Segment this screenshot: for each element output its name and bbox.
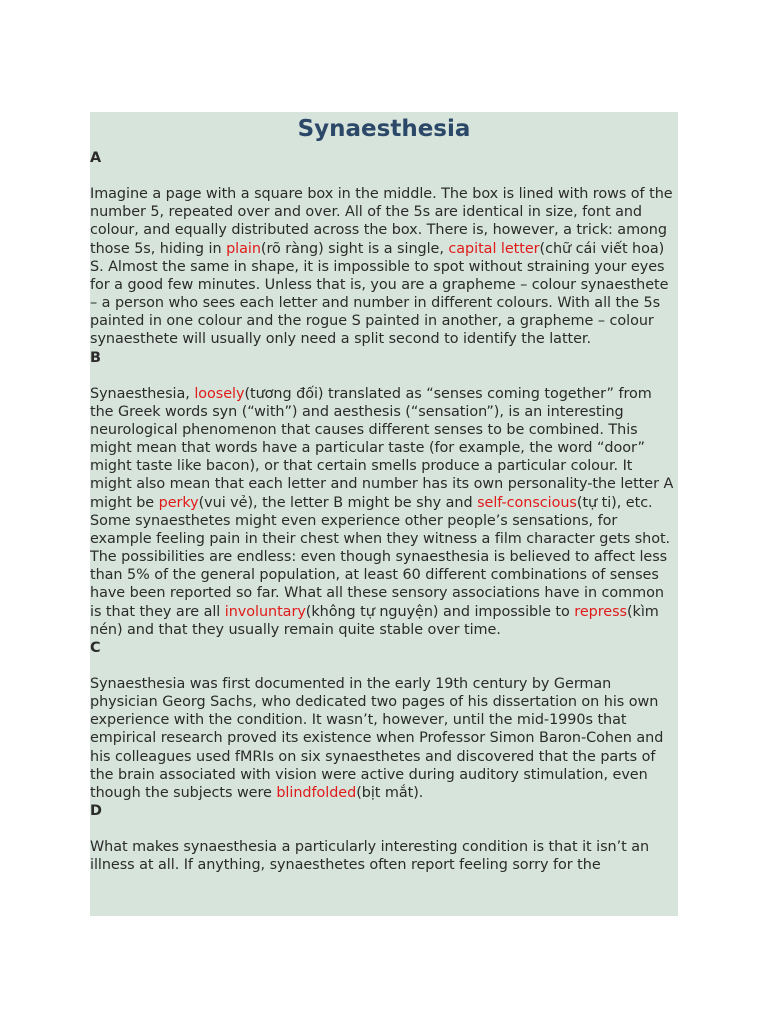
section-heading: C (90, 639, 101, 656)
paragraph-text: (tương đối) translated as “senses coming together” from the Greek words syn (“with”) and aesthesis (“sensation”), is an interesting neurological phenomenon that causes different senses to be combined. This might mean that words have a particular taste (for example, the word “door” might taste like bacon), or that certain smells produce a particular colour. It might also mean that each letter and number has its own personality-the letter A might be (90, 385, 674, 511)
paragraph-text: Synaesthesia, (90, 385, 195, 402)
vocabulary-term: self-conscious (477, 494, 577, 511)
paragraph-text: (chữ cái viết hoa) S. Almost the same in shape, it is impossible to spot without straining your eyes for a good few minutes. Unless that is, you are a grapheme – colour synaesthete – a person who sees each letter and number in different colours. With all the 5s painted in one colour and the rogue S painted in another, a grapheme – colour synaesthete will usually only need a split second to identify the latter. (90, 240, 669, 348)
paragraph-spacer (90, 167, 678, 185)
vocabulary-term: perky (158, 494, 199, 511)
document-body (90, 149, 678, 875)
paragraph-text: Synaesthesia was first documented in the early 19th century by German physician Georg Sachs, who dedicated two pages of his dissertation on his own experience with the condition. It wasn’t, however, until the mid-1990s that empirical research proved its existence when Professor Simon Baron-Cohen and his colleagues used fMRIs on six synaesthetes and discovered that the parts of the brain associated with vision were active during auditory stimulation, even though the subjects were (90, 676, 664, 801)
document-page (90, 112, 678, 916)
paragraph-text: (rõ ràng) sight is a single, (260, 240, 449, 257)
document-title: Synaesthesia (297, 116, 471, 142)
paragraph-text: (vui vẻ), the letter B might be shy and (198, 494, 478, 511)
paragraph-text: (bịt mắt). (356, 784, 424, 801)
paragraph-spacer (90, 657, 678, 675)
section-heading: D (90, 803, 102, 820)
paragraph-text: (tự ti), etc. Some synaesthetes might even experience other people’s sensations, for example feeling pain in their chest when they witness a film character gets shot. The possibilities are endless: even though synaesthesia is believed to affect less than 5% of the general population, at least 60 different combinations of senses have been reported so far. What all these sensory associations have in common is that they are all (90, 494, 671, 620)
vocabulary-term: repress (574, 603, 627, 620)
paragraph-text: (kìm nén) and that they usually remain quite stable over time. (90, 603, 659, 638)
section-heading: B (90, 349, 101, 366)
vocabulary-term: capital letter (448, 240, 540, 257)
vocabulary-term: blindfolded (276, 784, 357, 801)
section-heading: A (90, 150, 102, 166)
vocabulary-term: plain (226, 240, 261, 257)
paragraph-text: (không tự nguyện) and impossible to (305, 603, 575, 620)
section-paragraph (90, 675, 678, 802)
paragraph-spacer (90, 820, 678, 838)
paragraph-spacer (90, 367, 678, 385)
vocabulary-term: loosely (194, 385, 245, 402)
paragraph-text: Imagine a page with a square box in the middle. The box is lined with rows of the number 5, repeated over and over. All of the 5s are identical in size, font and colour, and equally distributed across the box. There is, however, a trick: among those 5s, hiding in (90, 186, 673, 257)
section-paragraph (90, 838, 678, 874)
section-paragraph (90, 185, 678, 348)
paragraph-text: What makes synaesthesia a particularly interesting condition is that it isn’t an illness at all. If anything, synaesthetes often report feeling sorry for the (90, 839, 650, 874)
section-paragraph (90, 385, 678, 639)
vocabulary-term: involuntary (224, 603, 306, 620)
